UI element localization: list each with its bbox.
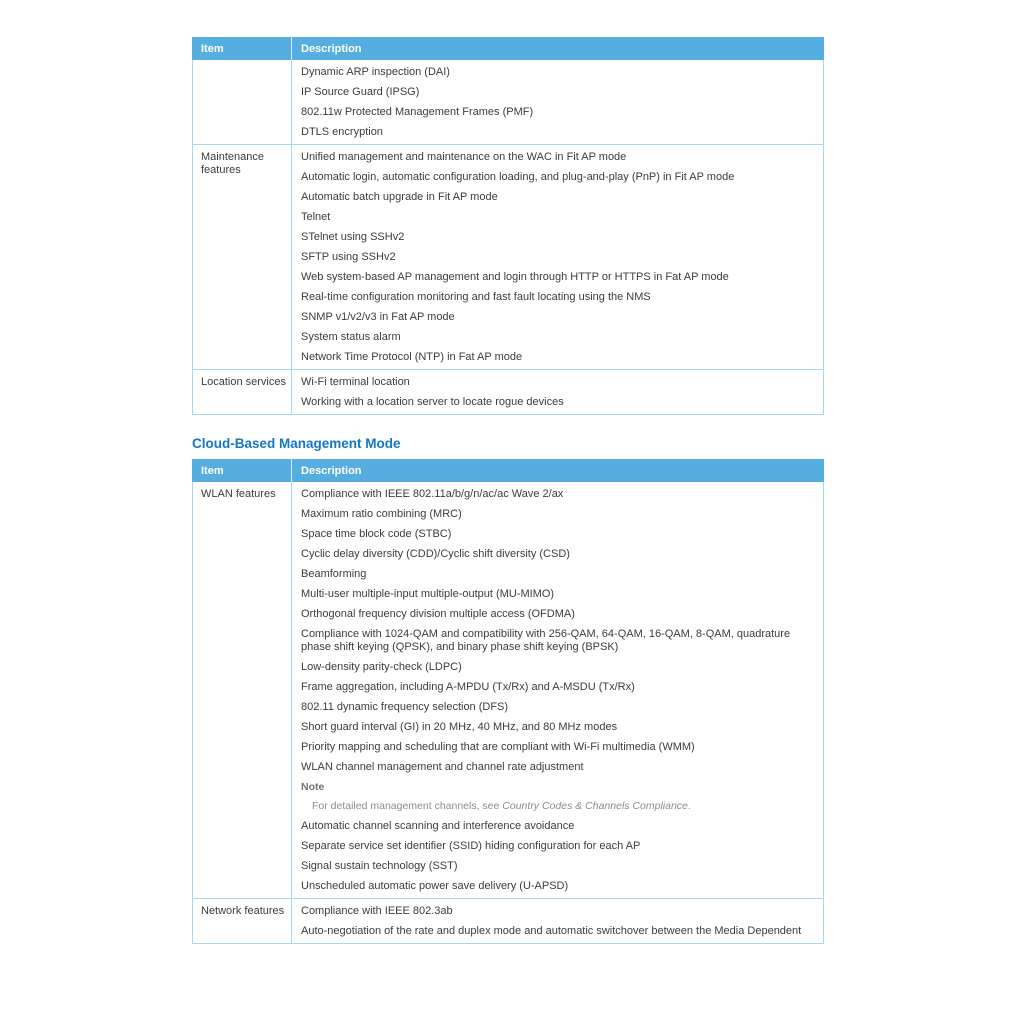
table-row-wlan-features: [193, 482, 823, 899]
description-line: Priority mapping and scheduling that are compliant with Wi-Fi multimedia (WMM): [301, 741, 695, 753]
description-line: Auto-negotiation of the rate and duplex mode and automatic switchover between the Media Dependent: [301, 925, 802, 937]
description-line: Signal sustain technology (SST): [301, 860, 458, 872]
description-line: Working with a location server to locate rogue devices: [301, 396, 564, 408]
description-line: Telnet: [301, 211, 331, 223]
description-line: Short guard interval (GI) in 20 MHz, 40 MHz, and 80 MHz modes: [301, 721, 618, 733]
description-line: Automatic channel scanning and interference avoidance: [301, 820, 575, 832]
table-header-row: [192, 459, 824, 482]
description-line: System status alarm: [301, 331, 401, 343]
description-cell: [292, 370, 823, 414]
spec-table-cloud-management: [192, 459, 824, 944]
column-header-description-cell: [292, 37, 824, 60]
column-header-item: Item: [201, 464, 224, 477]
description-line: DTLS encryption: [301, 126, 383, 138]
table-body: [192, 60, 824, 415]
item-cell: Location services: [193, 370, 292, 414]
description-line: Unified management and maintenance on the WAC in Fit AP mode: [301, 151, 627, 163]
description-line: STelnet using SSHv2: [301, 231, 405, 243]
description-line: Compliance with 1024-QAM and compatibility with 256-QAM, 64-QAM, 16-QAM, 8-QAM, quadrature phase shift keying (QPSK), and binary phase shift keying (BPSK): [301, 628, 791, 653]
table-row-security-continuation: [193, 60, 823, 145]
description-line: Web system-based AP management and login through HTTP or HTTPS in Fat AP mode: [301, 271, 729, 283]
description-cell: [292, 482, 823, 898]
document-page: [192, 37, 824, 944]
description-cell: [292, 899, 823, 943]
description-line: Multi-user multiple-input multiple-output (MU-MIMO): [301, 588, 555, 600]
description-cell: [292, 145, 823, 369]
description-line: WLAN channel management and channel rate adjustment: [301, 761, 584, 773]
item-cell: Maintenance features: [193, 145, 292, 369]
table-row-network-features: [193, 899, 823, 943]
description-line: Cyclic delay diversity (CDD)/Cyclic shift diversity (CSD): [301, 548, 570, 560]
note-suffix: .: [687, 800, 691, 812]
spec-table-management: [192, 37, 824, 415]
description-line: Space time block code (STBC): [301, 528, 452, 540]
column-header-description: Description: [301, 42, 362, 55]
description-line: Unscheduled automatic power save delivery (U-APSD): [301, 880, 569, 892]
item-cell: Network features: [193, 899, 292, 943]
description-line: Network Time Protocol (NTP) in Fat AP mode: [301, 351, 523, 363]
item-cell: WLAN features: [193, 482, 292, 898]
column-header-item: Item: [201, 42, 224, 55]
description-line: Compliance with IEEE 802.3ab: [301, 905, 453, 917]
description-line: Dynamic ARP inspection (DAI): [301, 66, 450, 78]
description-line: 802.11 dynamic frequency selection (DFS): [301, 701, 509, 713]
description-line: Frame aggregation, including A-MPDU (Tx/Rx) and A-MSDU (Tx/Rx): [301, 681, 635, 693]
description-line: Separate service set identifier (SSID) hiding configuration for each AP: [301, 840, 641, 852]
note-title: Note: [301, 781, 325, 793]
item-cell: [193, 60, 292, 144]
description-line: IP Source Guard (IPSG): [301, 86, 420, 98]
column-header-description: Description: [301, 464, 362, 477]
description-line: Low-density parity-check (LDPC): [301, 661, 462, 673]
section-heading: Cloud-Based Management Mode: [192, 436, 401, 451]
note-body: [301, 800, 813, 813]
description-line: Maximum ratio combining (MRC): [301, 508, 462, 520]
table-body: [192, 482, 824, 944]
column-header-item-cell: [192, 37, 292, 60]
description-line: Real-time configuration monitoring and fast fault locating using the NMS: [301, 291, 651, 303]
description-cell: [292, 60, 823, 144]
table-header-row: [192, 37, 824, 60]
description-line: SNMP v1/v2/v3 in Fat AP mode: [301, 311, 455, 323]
description-line: Orthogonal frequency division multiple access (OFDMA): [301, 608, 575, 620]
description-line: Compliance with IEEE 802.11a/b/g/n/ac/ac Wave 2/ax: [301, 488, 564, 500]
table-row-location-services: [193, 370, 823, 414]
description-line: Automatic batch upgrade in Fit AP mode: [301, 191, 498, 203]
column-header-item-cell: [192, 459, 292, 482]
description-line: Automatic login, automatic configuration loading, and plug-and-play (PnP) in Fit AP mode: [301, 171, 735, 183]
description-line: Wi-Fi terminal location: [301, 376, 410, 388]
column-header-description-cell: [292, 459, 824, 482]
table-row-maintenance-features: [193, 145, 823, 370]
note-text: For detailed management channels, see: [312, 800, 503, 812]
note-reference: Country Codes & Channels Compliance: [502, 800, 688, 812]
description-line: 802.11w Protected Management Frames (PMF): [301, 106, 534, 118]
description-line: SFTP using SSHv2: [301, 251, 396, 263]
description-line: Beamforming: [301, 568, 367, 580]
